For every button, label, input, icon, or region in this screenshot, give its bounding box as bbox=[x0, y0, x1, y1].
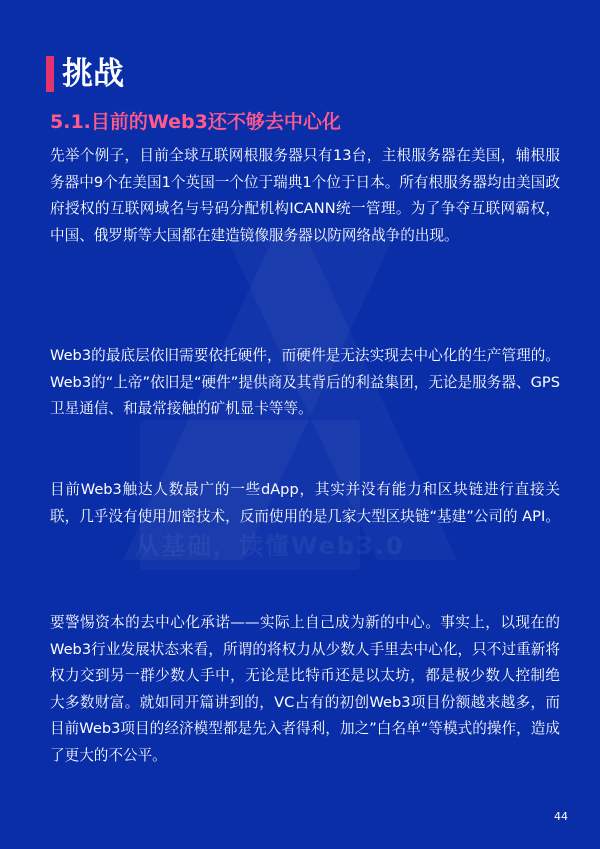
section-title: 挑战 bbox=[62, 56, 124, 92]
subsection-title: 5.1.目前的Web3还不够去中心化 bbox=[50, 111, 341, 133]
section-accent-bar bbox=[46, 56, 54, 92]
page-number: 44 bbox=[554, 810, 568, 823]
paragraph-dapp: 目前Web3触达人数最广的一些dApp，其实并没有能力和区块链进行直接关联，几乎没有使用加密技术，反而使用的是几家大型区块链“基建”公司的 API。 bbox=[50, 481, 560, 525]
paragraph-hardware: Web3的最底层依旧需要依托硬件，而硬件是无法实现去中心化的生产管理的。Web3的“上帝”依旧是“硬件”提供商及其背后的利益集团，无论是服务器、GPS卫星通信、和最常接触的矿机显卡等等。 bbox=[50, 347, 560, 417]
paragraph-capital: 要警惕资本的去中心化承诺——实际上自己成为新的中心。事实上，以现在的Web3行业发展状态来看，所谓的将权力从少数人手里去中心化，只不过重新将权力交到另一群少数人手中，无论是比特币还是以太坊，都是极少数人控制绝大多数财富。就如同开篇讲到的，VC占有的初创Web3项目份额越来越多，而目前Web3项目的经济模型都是先入者得利，加之”白名单“等模式的操作，造成了更大的不公平。 bbox=[50, 614, 560, 764]
watermark-text: 从基础，读懂Web3.0 bbox=[135, 532, 405, 560]
paragraph-root-servers: 先举个例子，目前全球互联网根服务器只有13台，主根服务器在美国，辅根服务器中9个在美国1个英国一个位于瑞典1个位于日本。所有根服务器均由美国政府授权的互联网域名与号码分配机构ICANN统一管理。为了争夺互联网霸权，中国、俄罗斯等大国都在建造镜像服务器以防网络战争的出现。 bbox=[50, 147, 560, 244]
section-header bbox=[46, 54, 124, 94]
